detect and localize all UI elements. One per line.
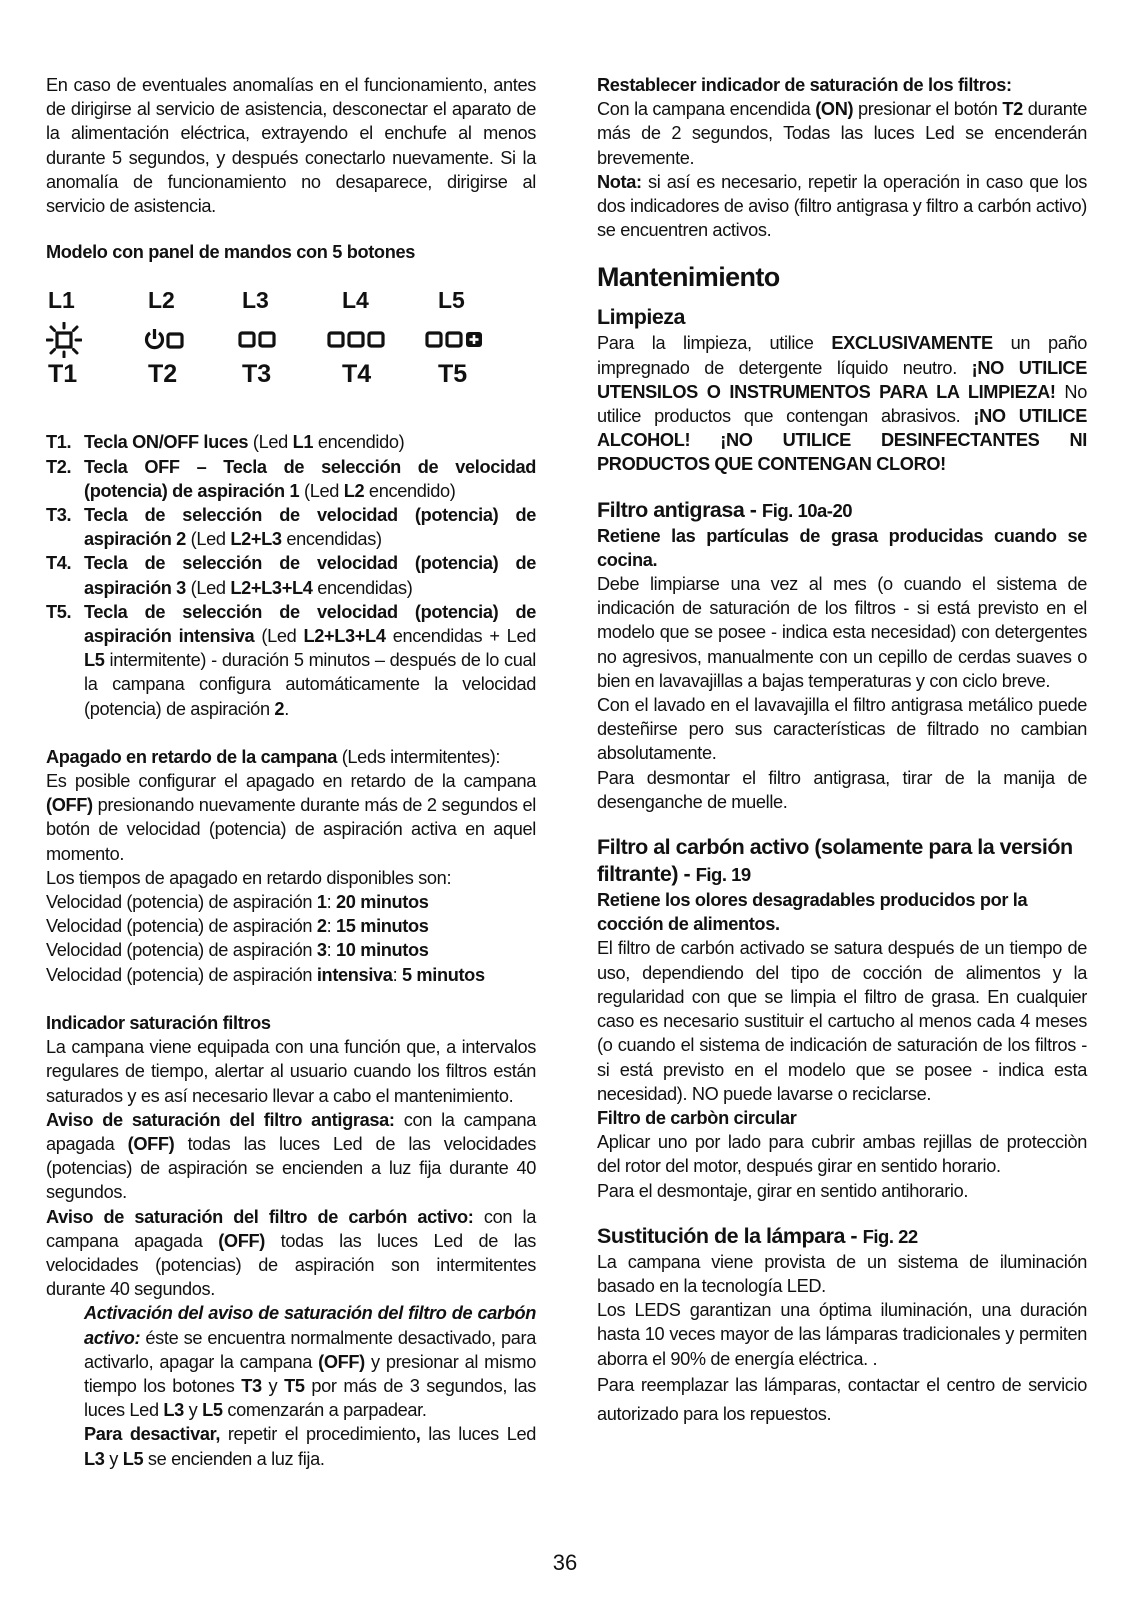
delay-time-2: Velocidad (potencia) de aspiración 2: 15 minutos bbox=[46, 916, 429, 937]
key-label-t4: T4 bbox=[342, 360, 372, 389]
led-label-l5: L5 bbox=[438, 287, 465, 314]
delay-off-section: Apagado en retardo de la campana (Leds intermitentes): Es posible configurar el apagado en retardo de la campana (OFF) presionando nuevamente durante más de 2 segundos el botón de velocidad (potencia) de aspiración activa en aquel momento. bbox=[46, 746, 536, 864]
light-icon bbox=[46, 322, 82, 358]
delay-time-intensive: Velocidad (potencia) de aspiración intensiva: 5 minutos bbox=[46, 964, 485, 985]
intro-paragraph: En caso de eventuales anomalías en el funcionamiento, antes de dirigirse al servicio de asistencia, desconectar el aparato de la alimentación eléctrica, extrayendo el enchufe al menos durante 5 segundos, y después conectarlo nuevamente. Si la anomalía de funcionamiento no desaparece, dirigirse al servicio de asistencia. bbox=[46, 75, 536, 217]
speed-2-icon bbox=[238, 330, 278, 350]
key-label-t3: T3 bbox=[242, 360, 272, 389]
panel-title: Modelo con panel de mandos con 5 botones bbox=[46, 242, 415, 263]
key-item-t1: T1. Tecla ON/OFF luces (Led L1 encendido) bbox=[46, 432, 405, 453]
lamp-p2: Los LEDS garantizan una óptima iluminación, una duración hasta 10 veces mayor de las lámparas tradicionales y permiten aborra el 90% de energía eléctrica. . bbox=[597, 1300, 1087, 1369]
led-label-l2: L2 bbox=[148, 287, 175, 314]
key-item-t5: T5. Tecla de selección de velocidad (potencia) de aspiración intensiva (Led L2+L3+L4 encendidas + Led L5 intermitente) - duración 5 minutos – después de lo cual la campana configura automáticamente la velocidad (potencia) de aspiración 2. bbox=[46, 601, 536, 719]
carbon-deactivation: Para desactivar, repetir el procedimiento, las luces Led L3 y L5 se encienden a luz fija. bbox=[84, 1424, 536, 1469]
key-label-t5: T5 bbox=[438, 360, 468, 389]
page-number: 36 bbox=[552, 1550, 578, 1575]
control-panel-diagram bbox=[46, 274, 536, 444]
carbon-filter-p1: El filtro de carbón activado se satura después de un tiempo de uso, dependiendo del tipo de cocción de alimentos y la regularidad con que se limpia el filtro de grasa. En cualquier caso es necesario sustituir el cartucho al menos cada 4 meses (o cuando el sistema de indicación de saturación de los filtros - si está previsto en el modelo que se posee - indica esta necesidad). NO puede lavarse o reciclarse. bbox=[597, 938, 1087, 1104]
delay-time-3: Velocidad (potencia) de aspiración 3: 10 minutos bbox=[46, 940, 429, 961]
delay-off-title: Apagado en retardo de la campana bbox=[46, 746, 337, 767]
carbon-filter-subtitle: Retiene los olores desagradables producidos por la cocción de alimentos. bbox=[597, 890, 1028, 935]
lamp-p3: Para reemplazar las lámparas, contactar el centro de servicio autorizado para los repuestos. bbox=[597, 1374, 1087, 1424]
carbon-filter-heading: Filtro al carbón activo (solamente para la versión filtrante) - Fig. 19 bbox=[597, 835, 1073, 887]
left-column bbox=[46, 73, 536, 1471]
delay-times-intro: Los tiempos de apagado en retardo disponibles son: bbox=[46, 867, 452, 888]
key-item-t2: T2. Tecla OFF – Tecla de selección de velocidad (potencia) de aspiración 1 (Led L2 encendido) bbox=[46, 456, 536, 501]
right-column bbox=[597, 73, 1087, 1429]
key-item-t3: T3. Tecla de selección de velocidad (potencia) de aspiración 2 (Led L2+L3 encendidas) bbox=[46, 505, 536, 550]
saturation-title: Indicador saturación filtros bbox=[46, 1012, 271, 1033]
reset-title: Restablecer indicador de saturación de los filtros: bbox=[597, 75, 1012, 95]
power-speed-1-icon bbox=[144, 326, 186, 350]
note-text: Nota: si así es necesario, repetir la operación in caso que los dos indicadores de aviso (filtro antigrasa y filtro a carbón activo) se encuentren activos. bbox=[597, 171, 1087, 241]
grease-filter-subtitle: Retiene las partículas de grasa producidas cuando se cocina. bbox=[597, 525, 1087, 570]
led-label-l3: L3 bbox=[242, 287, 269, 314]
key-list bbox=[46, 430, 536, 720]
grease-filter-p2: Con el lavado en el lavavajilla el filtro antigrasa metálico puede desteñirse pero sus características de filtrado no cambian absolutamente. bbox=[597, 695, 1087, 764]
reset-text: Con la campana encendida (ON) presionar el botón T2 durante más de 2 segundos, Todas las luces Led se encenderán brevemente. bbox=[597, 99, 1087, 168]
speed-intensive-icon bbox=[425, 330, 485, 350]
key-item-t4: T4. Tecla de selección de velocidad (potencia) de aspiración 3 (Led L2+L3+L4 encendidas) bbox=[46, 553, 536, 598]
lamp-heading: Sustitución de la lámpara - Fig. 22 bbox=[597, 1223, 918, 1248]
maintenance-heading: Mantenimiento bbox=[597, 262, 780, 293]
grease-filter-heading: Filtro antigrasa - Fig. 10a-20 bbox=[597, 497, 853, 522]
key-label-t2: T2 bbox=[148, 360, 178, 389]
grease-filter-p3: Para desmontar el filtro antigrasa, tirar de la manija de desenganche de muelle. bbox=[597, 767, 1087, 812]
carbon-activation: Activación del aviso de saturación del filtro de carbón activo: éste se encuentra normalmente desactivado, para activarlo, apagar la campana (OFF) y presionar al mismo tiempo los botones T3 y T5 por más de 3 segundos, las luces Led L3 y L5 comenzarán a parpadear. bbox=[84, 1303, 536, 1421]
key-label-t1: T1 bbox=[48, 360, 78, 389]
led-label-l1: L1 bbox=[48, 287, 75, 314]
grease-warning: Aviso de saturación del filtro antigrasa: con la campana apagada (OFF) todas las luces Led de las velocidades (potencias) de aspiración se encienden a luz fija durante 40 segundos. bbox=[46, 1109, 537, 1203]
circular-filter-p2: Para el desmontaje, girar en sentido antihorario. bbox=[597, 1180, 969, 1201]
carbon-warning: Aviso de saturación del filtro de carbón activo: con la campana apagada (OFF) todas las luces Led de las velocidades (potencias) de aspiración son intermitentes durante 40 segundos. bbox=[46, 1206, 536, 1300]
saturation-text: La campana viene equipada con una función que, a intervalos regulares de tiempo, alertar al usuario cuando los filtros están saturados y es así necesario llevar a cabo el mantenimiento. bbox=[46, 1037, 536, 1106]
circular-filter-title: Filtro de carbòn circular bbox=[597, 1107, 797, 1128]
circular-filter-p1: Aplicar uno por lado para cubrir ambas rejillas de protecciòn del rotor del motor, después girar en sentido horario. bbox=[597, 1132, 1087, 1177]
cleaning-text: Para la limpieza, utilice EXCLUSIVAMENTE un paño impregnado de detergente líquido neutro. ¡NO UTILICE UTENSILOS O INSTRUMENTOS PARA LA LIMPIEZA! No utilice productos que contengan abrasivos. ¡NO UTILICE ALCOHOL! ¡NO UTILICE DESINFECTANTES NI PRODUCTOS QUE CONTENGAN CLORO! bbox=[597, 333, 1088, 475]
lamp-p1: La campana viene provista de un sistema de iluminación basado en la tecnología LED. bbox=[597, 1251, 1087, 1296]
led-label-l4: L4 bbox=[342, 287, 369, 314]
grease-filter-p1: Debe limpiarse una vez al mes (o cuando el sistema de indicación de saturación de los filtros - si está previsto en el modelo que se posee - indica esta necesidad) con detergentes no agresivos, manualmente con un cepillo de cerdas suaves o bien en lavavajillas a bajas temperaturas y con ciclo breve. bbox=[597, 574, 1087, 691]
cleaning-heading: Limpieza bbox=[597, 305, 685, 330]
speed-3-icon bbox=[327, 330, 387, 350]
delay-time-1: Velocidad (potencia) de aspiración 1: 20 minutos bbox=[46, 892, 429, 913]
